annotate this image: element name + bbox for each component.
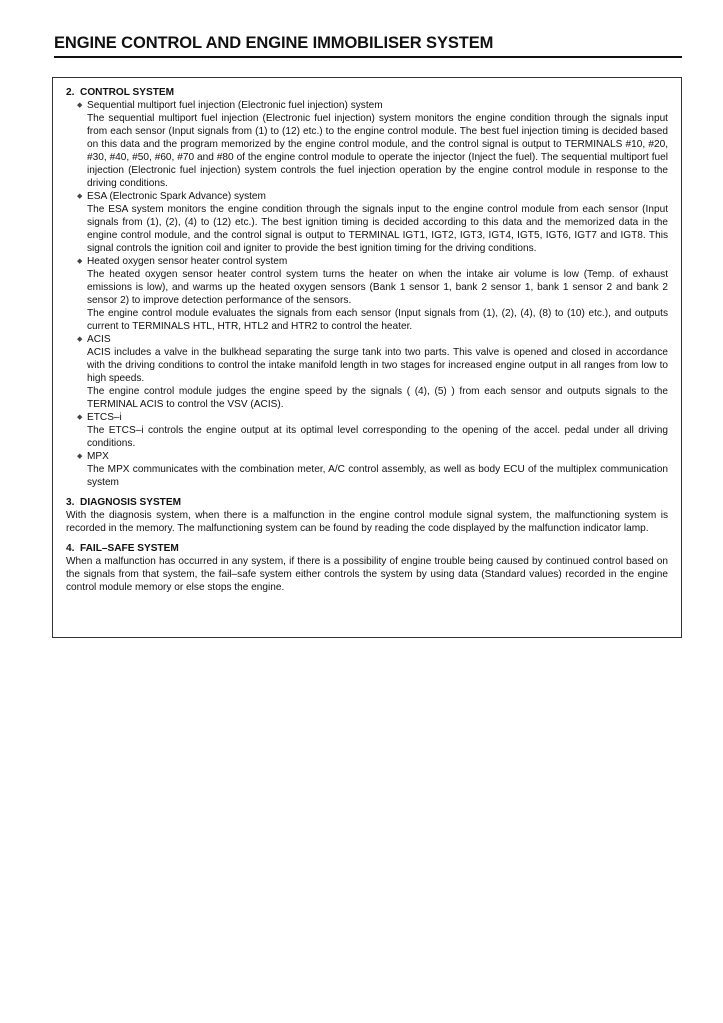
item-sfi bbox=[77, 99, 668, 190]
section-fail-safe-system bbox=[66, 542, 668, 594]
section-heading bbox=[66, 496, 668, 509]
item-title bbox=[77, 99, 668, 112]
item-title bbox=[77, 450, 668, 463]
item-title-text: ACIS bbox=[87, 334, 111, 345]
paragraph: The ESA system monitors the engine condition through the signals input to the engine control module from each sensor (Input signals from (1), (2), (4) to (12) etc.). The best ignition timing is decided according to this data and the memorized data in the engine control module, and the control signal is output to TERMINAL IGT1, IGT2, IGT3, IGT4, IGT5, IGT6, IGT7 and IGT8. This signal controls the ignition coil and igniter to provide the best ignition timing for the driving conditions. bbox=[87, 204, 668, 254]
paragraph: The heated oxygen sensor heater control system turns the heater on when the intake air volume is low (Temp. of exhaust emissions is low), and warms up the heated oxygen sensors (Bank 1 sensor 1, bank 2 sensor 1, bank 1 sensor 2 and bank 2 sensor 2) to improve detection performance of the sensors. bbox=[87, 269, 668, 306]
item-title bbox=[77, 255, 668, 268]
item-title-text: ESA (Electronic Spark Advance) system bbox=[87, 191, 266, 202]
item-title bbox=[77, 190, 668, 203]
item-esa bbox=[77, 190, 668, 255]
section-body: With the diagnosis system, when there is a malfunction in the engine control module signal system, the malfunctioning system is recorded in the memory. The malfunctioning system can be found by reading the code displayed by the malfunction indicator lamp. bbox=[66, 510, 668, 534]
item-body bbox=[77, 112, 668, 190]
section-heading bbox=[66, 86, 668, 99]
section-title: CONTROL SYSTEM bbox=[80, 87, 175, 98]
item-title-text: Sequential multiport fuel injection (Electronic fuel injection) system bbox=[87, 100, 383, 111]
section-body: When a malfunction has occurred in any system, if there is a possibility of engine trouble being caused by continued control based on the signals from that system, the fail–safe system either controls the system by using data (Standard values) recorded in the engine control module memory or else stops the engine. bbox=[66, 556, 668, 593]
paragraph: ACIS includes a valve in the bulkhead separating the surge tank into two parts. This valve is opened and closed in accordance with the driving conditions to control the intake manifold length in two stages for increased engine output in all ranges from low to high speeds. bbox=[87, 347, 668, 384]
paragraph: The ETCS–i controls the engine output at its optimal level corresponding to the opening of the accel. pedal under all driving conditions. bbox=[87, 425, 668, 449]
section-heading bbox=[66, 542, 668, 555]
item-title-text: MPX bbox=[87, 451, 109, 462]
item-title-text: Heated oxygen sensor heater control system bbox=[87, 256, 288, 267]
item-body bbox=[77, 203, 668, 255]
section-title: DIAGNOSIS SYSTEM bbox=[80, 497, 181, 508]
item-title bbox=[77, 411, 668, 424]
bullet-icon: ◆ bbox=[77, 336, 83, 343]
paragraph: The sequential multiport fuel injection (Electronic fuel injection) system monitors the engine condition through the signals input from each sensor (Input signals from (1) to (12) etc.) to the engine control module. The best fuel injection timing is decided based on this data and the program memorized by the engine control module, and the control signal is output to TERMINALS #10, #20, #30, #40, #50, #60, #70 and #80 of the engine control module to operate the injector (Inject the fuel). The sequential multiport fuel injection (Electronic fuel injection) system controls the fuel injection operation by the engine control module in response to the driving conditions. bbox=[87, 113, 668, 189]
item-ho2s-heater bbox=[77, 255, 668, 333]
bullet-icon: ◆ bbox=[77, 258, 83, 265]
section-title: FAIL–SAFE SYSTEM bbox=[80, 543, 179, 554]
paragraph: The engine control module evaluates the signals from each sensor (Input signals from (1), (2), (4), (8) to (10) etc.), and outputs current to TERMINALS HTL, HTR, HTL2 and HTR2 to control the heater. bbox=[87, 308, 668, 332]
item-mpx bbox=[77, 450, 668, 489]
section-control-system bbox=[66, 86, 668, 489]
item-body bbox=[77, 268, 668, 333]
item-body bbox=[77, 424, 668, 450]
section-diagnosis-system bbox=[66, 496, 668, 535]
item-body bbox=[77, 463, 668, 489]
bullet-icon: ◆ bbox=[77, 453, 83, 460]
item-title bbox=[77, 333, 668, 346]
page-title: ENGINE CONTROL AND ENGINE IMMOBILISER SYSTEM bbox=[54, 34, 682, 58]
item-etcs-i bbox=[77, 411, 668, 450]
item-acis bbox=[77, 333, 668, 411]
paragraph: The engine control module judges the engine speed by the signals ( (4), (5) ) from each sensor and outputs signals to the TERMINAL ACIS to control the VSV (ACIS). bbox=[87, 386, 668, 410]
section-number: 4. bbox=[66, 543, 75, 554]
bullet-icon: ◆ bbox=[77, 414, 83, 421]
item-body bbox=[77, 346, 668, 411]
document-body bbox=[66, 86, 668, 601]
section-number: 2. bbox=[66, 87, 75, 98]
paragraph: The MPX communicates with the combination meter, A/C control assembly, as well as body ECU of the multiplex communication system bbox=[87, 464, 668, 488]
section-number: 3. bbox=[66, 497, 75, 508]
item-title-text: ETCS–i bbox=[87, 412, 122, 423]
bullet-icon: ◆ bbox=[77, 193, 83, 200]
bullet-icon: ◆ bbox=[77, 102, 83, 109]
